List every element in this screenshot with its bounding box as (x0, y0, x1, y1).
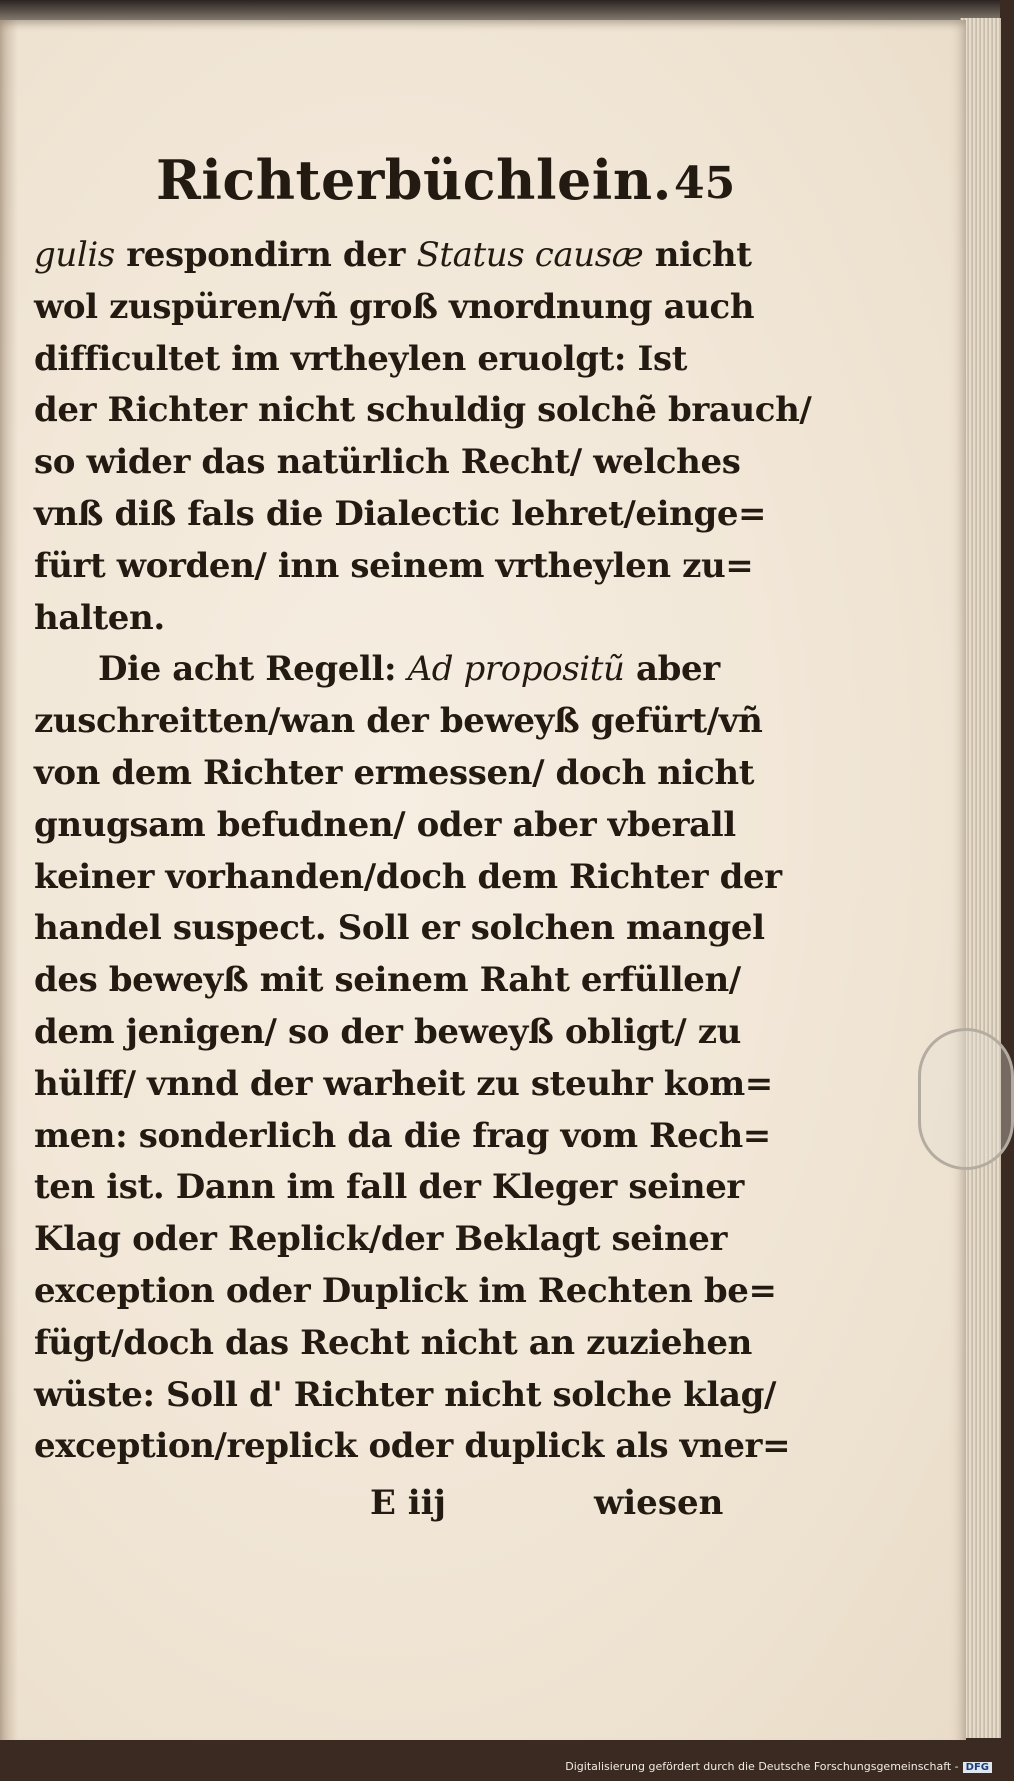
text-line (34, 696, 763, 748)
line-text: Klag oder Replick/der Beklagt seiner (34, 1219, 728, 1260)
text-line (34, 903, 765, 955)
text-line (34, 385, 812, 437)
text-line (34, 1370, 776, 1422)
text-line (34, 800, 734, 852)
line-text: fügt/doch das Recht nicht an zuziehen (34, 1322, 752, 1363)
text-line (34, 1318, 752, 1370)
line-text: der Richter nicht schuldig solchẽ brauch/ (34, 390, 812, 431)
text-line (34, 282, 755, 334)
page-stack-edge (960, 18, 1001, 1738)
text-line (34, 437, 741, 489)
book-page (0, 20, 966, 1748)
digitization-credit (565, 1760, 992, 1773)
text-line (34, 1266, 777, 1318)
line-text: gnugsam befudnen/ oder aber vberall (34, 804, 736, 845)
text-line (34, 334, 734, 386)
text-line (34, 541, 754, 593)
line-text: handel suspect. Soll er solchen mangel (34, 908, 765, 949)
page-header (34, 148, 734, 230)
line-text: respondirn der (114, 235, 417, 275)
line-text: von dem Richter ermessen/ doch nicht (34, 752, 755, 793)
catchword: wiesen (594, 1483, 724, 1524)
line-text: vnß diß fals die Dialectic lehret/einge= (34, 493, 767, 534)
line-text: wol zuspüren/vñ groß vnordnung auch (34, 286, 755, 327)
text-line (34, 748, 755, 800)
scan-top-edge (0, 0, 1000, 22)
text-line (34, 489, 767, 541)
text-line (34, 955, 741, 1007)
catchline (34, 1473, 734, 1533)
text-line (34, 644, 734, 696)
line-text: keiner vorhanden/doch dem Richter der (34, 856, 782, 897)
text-block (34, 148, 812, 1533)
credit-text: Digitalisierung gefördert durch die Deutsche Forschungsgemeinschaft - (565, 1760, 959, 1773)
dfg-logo-icon: DFG (963, 1762, 992, 1773)
text-line (34, 1007, 741, 1059)
signature-mark: E iij (370, 1483, 446, 1524)
text-line (34, 1111, 771, 1163)
text-line (34, 1214, 734, 1266)
page-clip (918, 1028, 1014, 1170)
line-text: exception oder Duplick im Rechten be= (34, 1270, 777, 1311)
line-text: hülff/ vnnd der warheit zu steuhr kom= (34, 1063, 773, 1104)
page-number: 45 (674, 158, 736, 209)
running-head: Richterbüchlein. (156, 148, 672, 212)
text-line (34, 230, 752, 282)
line-text: fürt worden/ inn seinem vrtheylen zu= (34, 545, 754, 586)
latin-phrase: Ad propositũ (407, 649, 625, 690)
text-line (34, 593, 734, 645)
line-text: Die acht Regell: (98, 649, 408, 690)
line-text: halten. (34, 597, 165, 638)
text-lines (34, 230, 812, 1473)
line-text: so wider das natürlich Recht/ welches (34, 442, 741, 483)
line-text: dem jenigen/ so der beweyß obligt/ zu (34, 1011, 741, 1052)
line-text: ten ist. Dann im fall der Kleger seiner (34, 1167, 744, 1208)
line-text: aber (624, 649, 720, 690)
text-line (34, 1421, 791, 1473)
line-text: des beweyß mit seinem Raht erfüllen/ (34, 960, 741, 1001)
latin-phrase: gulis (34, 235, 115, 275)
text-line (34, 852, 782, 904)
line-text: exception/replick oder duplick als vner= (34, 1426, 791, 1467)
line-text: zuschreitten/wan der beweyß gefürt/vñ (34, 701, 763, 742)
line-text: difficultet im vrtheylen eruolgt: Ist (34, 338, 688, 379)
latin-phrase: Status causæ (416, 235, 644, 275)
line-text: wüste: Soll d' Richter nicht solche klag/ (34, 1374, 776, 1415)
text-line (34, 1059, 773, 1111)
line-text: nicht (643, 235, 752, 275)
line-text: men: sonderlich da die frag vom Rech= (34, 1115, 771, 1156)
text-line (34, 1162, 744, 1214)
